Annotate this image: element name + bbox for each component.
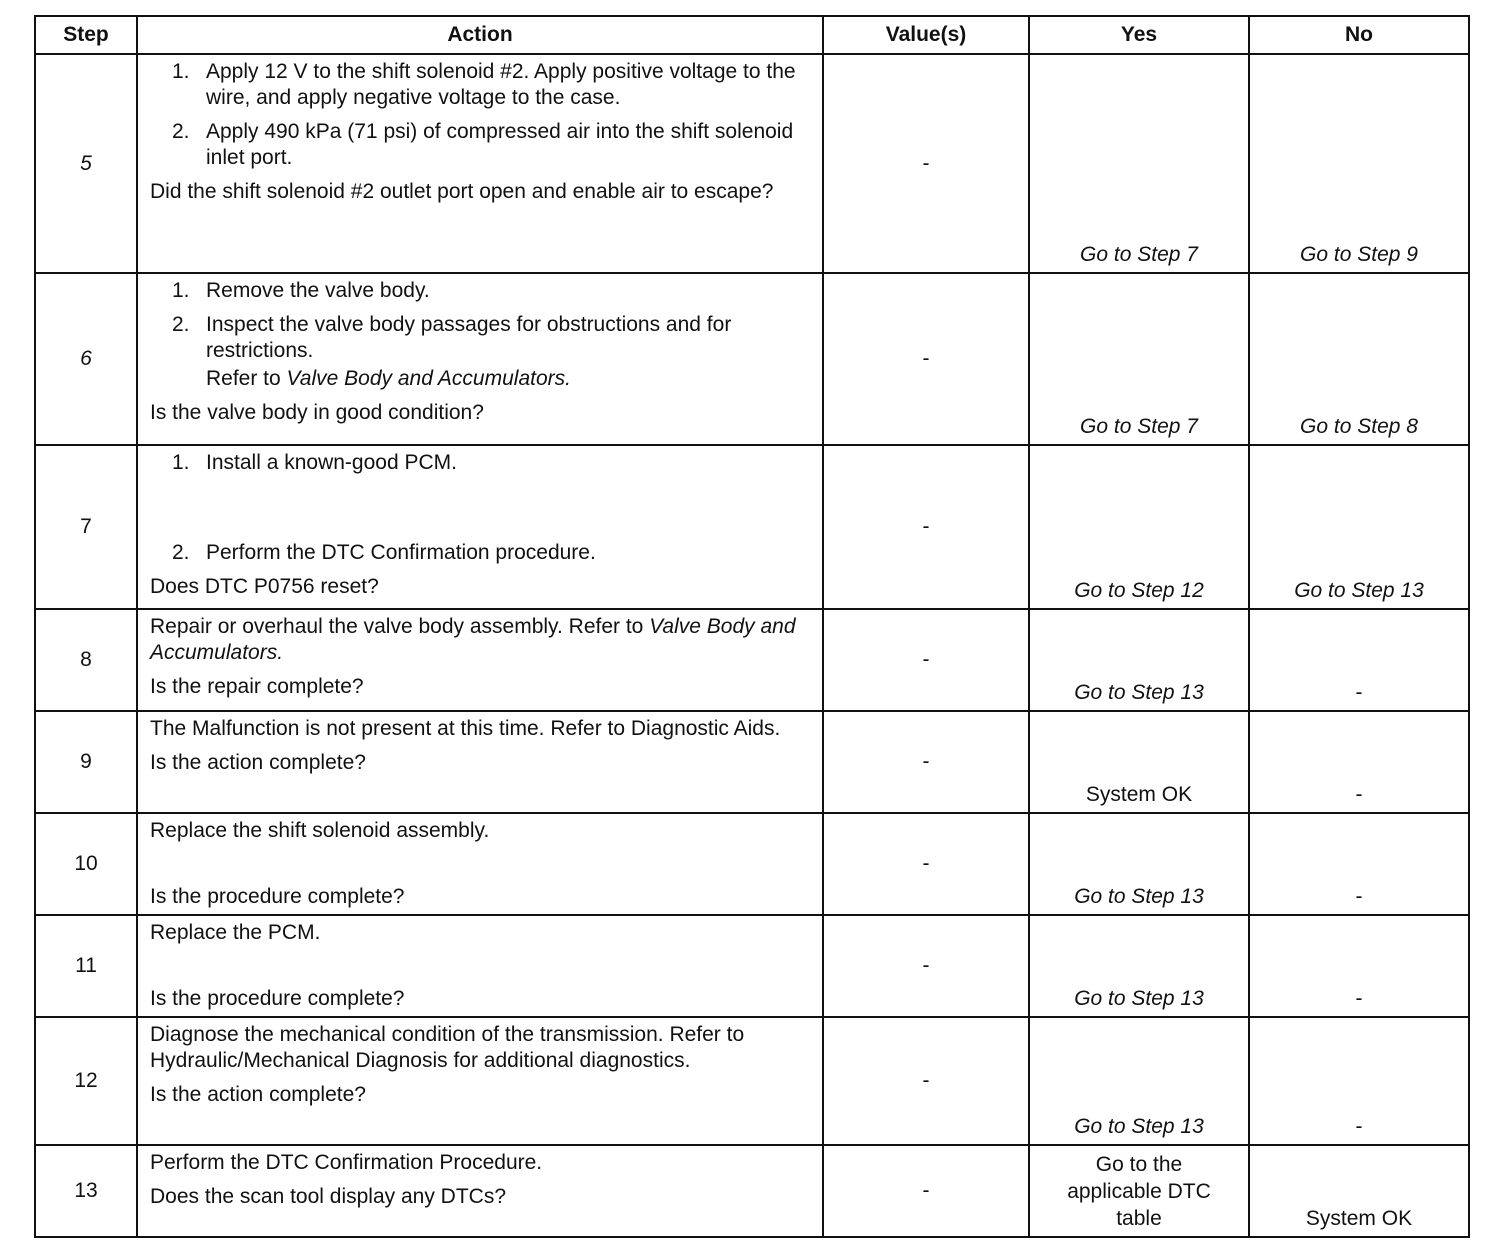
- yes-cell: Go to Step 13: [1029, 1017, 1249, 1145]
- step-number: 10: [35, 813, 137, 915]
- yes-cell: System OK: [1029, 711, 1249, 813]
- table-row: [35, 915, 1469, 1017]
- step-number: 12: [35, 1017, 137, 1145]
- value-cell: -: [823, 813, 1029, 915]
- reference-link[interactable]: Valve Body and Accumulators.: [286, 367, 571, 390]
- value-cell: -: [823, 1145, 1029, 1237]
- table-row: [35, 1017, 1469, 1145]
- action-question: Is the valve body in good condition?: [150, 401, 484, 424]
- header-no: No: [1249, 16, 1469, 54]
- header-row: [35, 16, 1469, 54]
- header-yes: Yes: [1029, 16, 1249, 54]
- action-step: 2. Perform the DTC Confirmation procedure.: [172, 541, 596, 564]
- step-number: 8: [35, 609, 137, 711]
- no-cell: Go to Step 13: [1249, 445, 1469, 609]
- value-cell: -: [823, 1017, 1029, 1145]
- header-action: Action: [137, 16, 823, 54]
- action-question: Is the procedure complete?: [150, 987, 405, 1010]
- action-cell: [137, 813, 823, 915]
- header-step: Step: [35, 16, 137, 54]
- spacer: [150, 954, 812, 984]
- no-cell: Go to Step 8: [1249, 273, 1469, 445]
- action-text: Perform the DTC Confirmation Procedure.: [150, 1151, 543, 1174]
- yes-cell: Go to Step 7: [1029, 54, 1249, 273]
- action-cell: [137, 1145, 823, 1237]
- action-text: The Malfunction is not present at this time. Refer to Diagnostic Aids.: [150, 717, 781, 740]
- table-row: [35, 54, 1469, 273]
- no-cell: -: [1249, 711, 1469, 813]
- action-text: Diagnose the mechanical condition of the transmission. Refer to Hydraulic/Mechanical Diagnosis for additional diagnostics.: [150, 1023, 745, 1072]
- step-number: 5: [35, 54, 137, 273]
- action-cell: [137, 915, 823, 1017]
- spacer: [150, 852, 812, 882]
- step-number: 11: [35, 915, 137, 1017]
- no-cell: -: [1249, 915, 1469, 1017]
- action-cell: [137, 609, 823, 711]
- step-number: 7: [35, 445, 137, 609]
- value-cell: -: [823, 609, 1029, 711]
- action-steps: [150, 278, 812, 364]
- action-question: Is the repair complete?: [150, 675, 364, 698]
- diagnostic-table: [34, 15, 1470, 1238]
- action-question: Does DTC P0756 reset?: [150, 575, 379, 598]
- action-steps: [150, 59, 812, 171]
- table-row: [35, 609, 1469, 711]
- step-number: 13: [35, 1145, 137, 1237]
- action-step: 1. Apply 12 V to the shift solenoid #2. Apply positive voltage to the wire, and apply negative voltage to the case.: [172, 60, 796, 109]
- yes-cell: Go to Step 13: [1029, 813, 1249, 915]
- action-step: 2. Apply 490 kPa (71 psi) of compressed air into the shift solenoid inlet port.: [172, 120, 794, 169]
- no-cell: System OK: [1249, 1145, 1469, 1237]
- no-cell: Go to Step 9: [1249, 54, 1469, 273]
- yes-cell: Go to Step 13: [1029, 609, 1249, 711]
- value-cell: -: [823, 915, 1029, 1017]
- action-step: 1. Install a known-good PCM.: [172, 451, 457, 474]
- action-text: Repair or overhaul the valve body assembly. Refer to Valve Body and Accumulators.: [150, 615, 796, 664]
- action-cell: [137, 711, 823, 813]
- action-question: Is the procedure complete?: [150, 885, 405, 908]
- value-cell: -: [823, 711, 1029, 813]
- spacer: [150, 484, 812, 540]
- no-cell: -: [1249, 609, 1469, 711]
- action-question: Is the action complete?: [150, 751, 366, 774]
- table-row: [35, 813, 1469, 915]
- yes-cell: Go to Step 12: [1029, 445, 1249, 609]
- action-text: Replace the PCM.: [150, 921, 321, 944]
- value-cell: -: [823, 273, 1029, 445]
- step-number: 9: [35, 711, 137, 813]
- step-number: 6: [35, 273, 137, 445]
- reference-line: Refer to Valve Body and Accumulators.: [206, 367, 571, 390]
- table-row: [35, 1145, 1469, 1237]
- action-text: Replace the shift solenoid assembly.: [150, 819, 490, 842]
- action-cell: [137, 1017, 823, 1145]
- action-step: 1. Remove the valve body.: [172, 279, 430, 302]
- reference-link[interactable]: Valve Body and Accumulators.: [150, 615, 796, 664]
- action-cell: [137, 445, 823, 609]
- table-row: [35, 711, 1469, 813]
- action-question: Does the scan tool display any DTCs?: [150, 1185, 507, 1208]
- yes-cell: Go to the applicable DTC table: [1029, 1145, 1249, 1237]
- action-question: Did the shift solenoid #2 outlet port open and enable air to escape?: [150, 180, 774, 203]
- action-steps: [150, 450, 812, 566]
- action-cell: [137, 54, 823, 273]
- table-row: [35, 445, 1469, 609]
- value-cell: -: [823, 445, 1029, 609]
- action-question: Is the action complete?: [150, 1083, 366, 1106]
- action-cell: [137, 273, 823, 445]
- action-step: 2. Inspect the valve body passages for obstructions and for restrictions.: [172, 313, 732, 362]
- yes-cell: Go to Step 13: [1029, 915, 1249, 1017]
- table-row: [35, 273, 1469, 445]
- no-cell: -: [1249, 813, 1469, 915]
- value-cell: -: [823, 54, 1029, 273]
- header-values: Value(s): [823, 16, 1029, 54]
- yes-cell: Go to Step 7: [1029, 273, 1249, 445]
- no-cell: -: [1249, 1017, 1469, 1145]
